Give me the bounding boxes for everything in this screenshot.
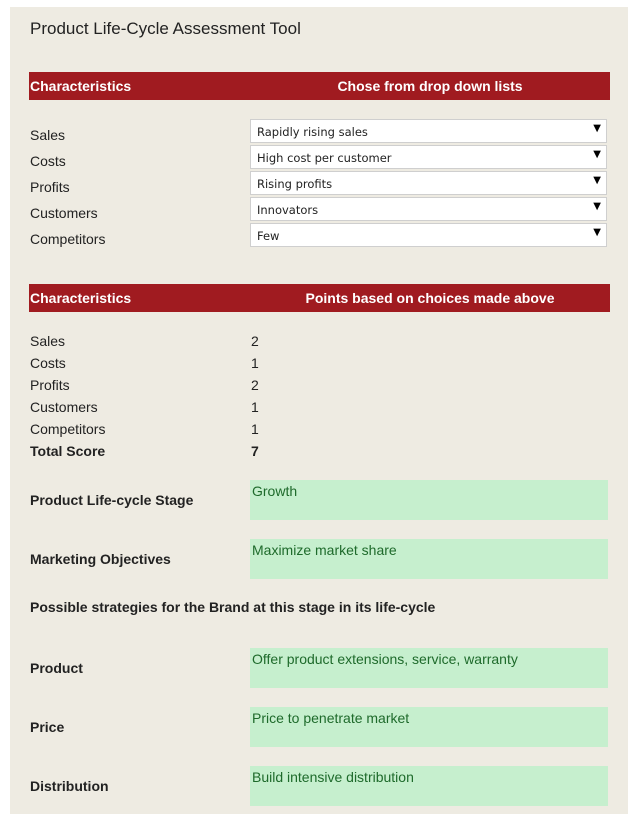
- sales-points-label: Sales: [30, 333, 66, 349]
- competitors-points-label: Competitors: [30, 421, 106, 437]
- objectives-label: Marketing Objectives: [30, 551, 171, 567]
- competitors-dropdown[interactable]: [250, 223, 607, 247]
- selection-header-right: Chose from drop down lists: [337, 78, 523, 94]
- customers-points-value: 1: [251, 399, 259, 415]
- stage-result: Growth: [250, 480, 608, 520]
- profits-points-value: 2: [251, 377, 259, 393]
- total-score-label: Total Score: [30, 443, 106, 459]
- price-result: Price to penetrate market: [250, 707, 608, 747]
- customers-dropdown[interactable]: [250, 197, 607, 221]
- costs-dropdown-value: High cost per customer: [257, 151, 392, 165]
- sales-points-value: 2: [251, 333, 259, 349]
- chevron-down-icon: ▼: [593, 201, 601, 212]
- chevron-down-icon: ▼: [593, 123, 601, 134]
- objectives-result: Maximize market share: [250, 539, 608, 579]
- customers-label: Customers: [30, 205, 98, 221]
- product-label: Product: [30, 660, 83, 676]
- costs-points-value: 1: [251, 355, 259, 371]
- chevron-down-icon: ▼: [593, 175, 601, 186]
- selection-header: [29, 72, 610, 100]
- chevron-down-icon: ▼: [593, 149, 601, 160]
- competitors-dropdown-value: Few: [257, 229, 280, 243]
- costs-dropdown[interactable]: [250, 145, 607, 169]
- customers-points-label: Customers: [30, 399, 98, 415]
- total-score-value: 7: [251, 443, 259, 459]
- price-label: Price: [30, 719, 65, 735]
- profits-points-label: Profits: [30, 377, 70, 393]
- product-result: Offer product extensions, service, warranty: [250, 648, 608, 688]
- competitors-label: Competitors: [30, 231, 106, 247]
- customers-dropdown-value: Innovators: [257, 203, 319, 217]
- costs-label: Costs: [30, 153, 66, 169]
- sales-label: Sales: [30, 127, 66, 143]
- strategies-heading: Possible strategies for the Brand at this stage in its life-cycle: [30, 599, 436, 615]
- distribution-label: Distribution: [30, 778, 109, 794]
- selection-header-left: Characteristics: [30, 78, 132, 94]
- profits-dropdown[interactable]: [250, 171, 607, 195]
- profits-label: Profits: [30, 179, 70, 195]
- points-header: [29, 284, 610, 312]
- chevron-down-icon: ▼: [593, 227, 601, 238]
- costs-points-label: Costs: [30, 355, 66, 371]
- profits-dropdown-value: Rising profits: [257, 177, 333, 191]
- competitors-points-value: 1: [251, 421, 259, 437]
- page-title: Product Life-Cycle Assessment Tool: [30, 19, 301, 38]
- sales-dropdown-value: Rapidly rising sales: [257, 125, 368, 139]
- points-header-right: Points based on choices made above: [305, 290, 555, 306]
- sales-dropdown[interactable]: [250, 119, 607, 143]
- distribution-result: Build intensive distribution: [250, 766, 608, 806]
- stage-label: Product Life-cycle Stage: [30, 492, 194, 508]
- points-header-left: Characteristics: [30, 290, 132, 306]
